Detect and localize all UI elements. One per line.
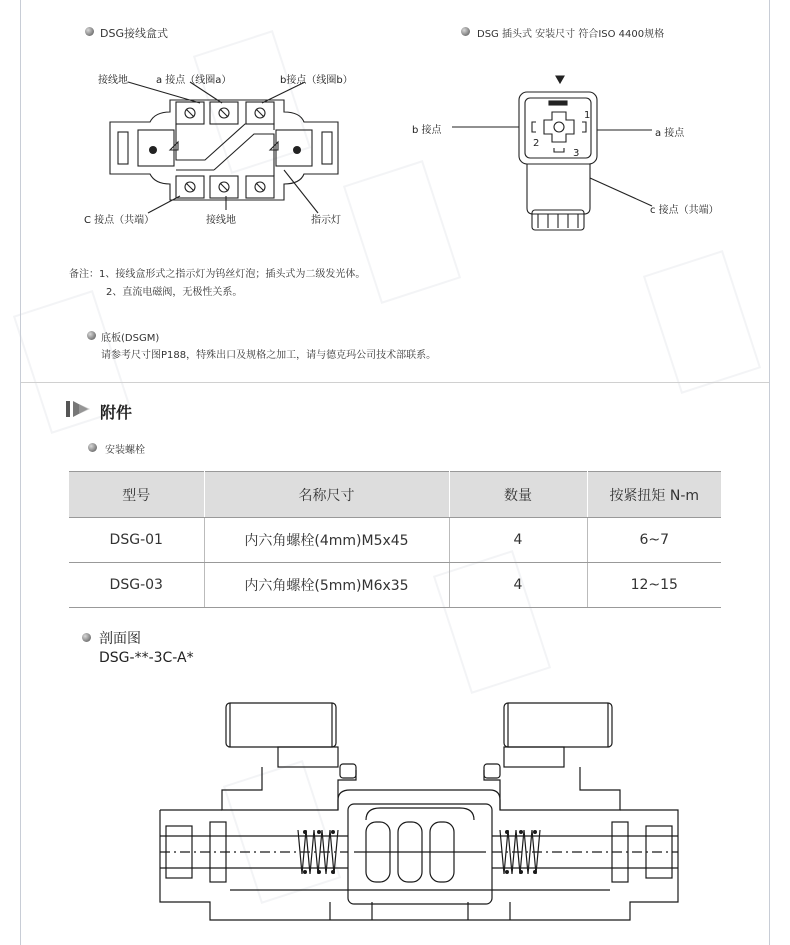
section-view-model: DSG-**-3C-A* <box>99 650 194 666</box>
base-plate-title: 底板(DSGM) <box>101 333 160 344</box>
label-ground-bottom: 接线地 <box>206 215 236 226</box>
label-a-point: a 接点 <box>655 128 685 139</box>
col-torque: 按紧扭矩 N-m <box>587 472 721 518</box>
label-point-c: C 接点（共端） <box>84 215 155 226</box>
col-name-size: 名称尺寸 <box>204 472 449 518</box>
cell-name-size: 内六角螺栓(5mm)M6x35 <box>204 563 449 608</box>
cell-model: DSG-03 <box>69 563 204 608</box>
pin-1-label: 1 <box>584 110 591 121</box>
label-b-point: b 接点 <box>412 125 442 136</box>
label-c-point: c 接点（共端） <box>650 205 719 216</box>
plug-type-title: DSG 插头式 安装尺寸 符合ISO 4400规格 <box>477 29 665 40</box>
cell-quantity: 4 <box>449 518 587 563</box>
accessories-heading: 附件 <box>100 403 133 422</box>
cell-model: DSG-01 <box>69 518 204 563</box>
note-line-2: 2、直流电磁阀，无极性关系。 <box>106 287 243 298</box>
note-line-1: 备注：1、接线盒形式之指示灯为钨丝灯泡；插头式为二级发光体。 <box>69 269 366 280</box>
accessories-sub: 安装螺栓 <box>105 445 145 456</box>
label-point-b: b接点（线圈b） <box>280 75 353 86</box>
base-plate-text: 请参考尺寸图P188，特殊出口及规格之加工，请与德克玛公司技术部联系。 <box>101 350 437 361</box>
wiring-box-title: DSG接线盒式 <box>100 27 168 40</box>
label-indicator: 指示灯 <box>311 215 341 226</box>
section-view-title: 剖面图 <box>99 631 141 647</box>
pin-3-label: 3 <box>573 148 580 159</box>
col-model: 型号 <box>69 472 204 518</box>
cell-torque: 6~7 <box>587 518 721 563</box>
cell-quantity: 4 <box>449 563 587 608</box>
label-ground-top: 接线地 <box>98 75 128 86</box>
cell-torque: 12~15 <box>587 563 721 608</box>
pin-2-label: 2 <box>533 138 540 149</box>
cell-name-size: 内六角螺栓(4mm)M5x45 <box>204 518 449 563</box>
col-quantity: 数量 <box>449 472 587 518</box>
label-point-a: a 接点（线圈a） <box>156 75 232 86</box>
